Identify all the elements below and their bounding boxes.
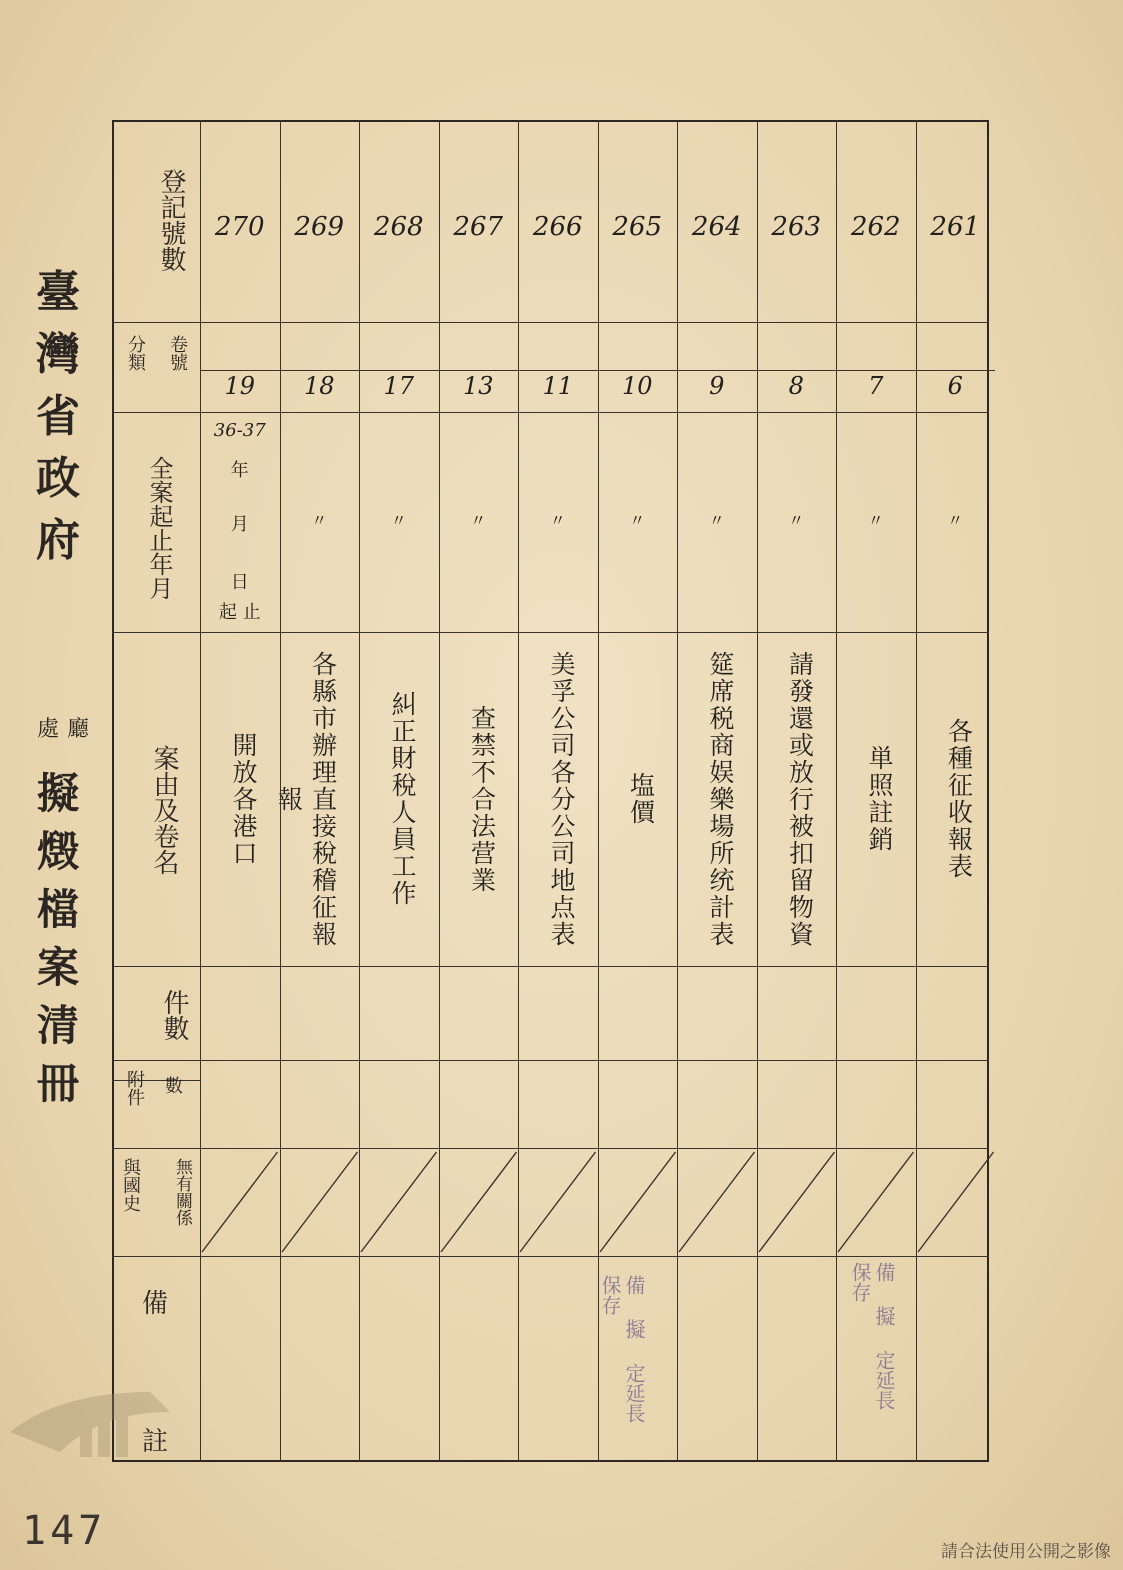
subject-text: 開放各港口 bbox=[229, 731, 258, 867]
header-national-history: 與國史 bbox=[120, 1158, 141, 1212]
volume-number: 7 bbox=[868, 372, 884, 400]
date-start-end-label: 起 止 bbox=[218, 602, 261, 623]
subject-text: 查禁不合法营業 bbox=[467, 704, 497, 894]
subject-text: 請發還或放行被扣留物資 bbox=[785, 650, 815, 948]
no-relation-slash bbox=[598, 1148, 678, 1256]
volume-number: 10 bbox=[621, 372, 653, 400]
header-remarks-top: 備 bbox=[141, 1289, 168, 1319]
subject-text: 各縣市辦理直接稅稽征報報 bbox=[274, 650, 338, 948]
no-relation-slash bbox=[836, 1148, 916, 1256]
volume-number: 18 bbox=[303, 372, 335, 400]
registration-number: 267 bbox=[453, 212, 504, 242]
date-ditto-mark: 〃 bbox=[629, 511, 646, 530]
header-volume-class: 分類 bbox=[125, 335, 146, 371]
no-relation-slash bbox=[439, 1148, 519, 1256]
subject-text: 各種征收報表 bbox=[944, 718, 974, 880]
date-ditto-mark: 〃 bbox=[867, 511, 884, 530]
registration-number: 263 bbox=[771, 212, 822, 242]
row-rule bbox=[112, 1256, 989, 1257]
volume-number: 17 bbox=[383, 372, 415, 400]
date-ditto-mark: 〃 bbox=[390, 511, 407, 530]
no-relation-slash bbox=[916, 1148, 996, 1256]
retention-stamp: 備 擬 定延長保存 bbox=[848, 1262, 896, 1410]
header-subject: 案由及卷名 bbox=[149, 745, 179, 875]
volume-number: 8 bbox=[788, 372, 804, 400]
subject-text: 糾正財稅人員工作 bbox=[388, 691, 417, 907]
department-label: 處廳 bbox=[36, 717, 97, 742]
registration-number: 270 bbox=[214, 212, 265, 242]
date-ditto-mark: 〃 bbox=[708, 511, 725, 530]
no-relation-slash bbox=[757, 1148, 837, 1256]
registration-number: 268 bbox=[373, 212, 424, 242]
subject-text: 筵席税商娱樂場所统計表 bbox=[706, 650, 735, 948]
registration-number: 261 bbox=[930, 212, 981, 242]
header-date-range: 全案起止年月 bbox=[145, 456, 173, 600]
no-relation-slash bbox=[280, 1148, 360, 1256]
page-number: 147 bbox=[22, 1508, 107, 1554]
no-relation-slash bbox=[518, 1148, 598, 1256]
row-rule bbox=[112, 966, 989, 967]
header-remarks-bottom: 註 bbox=[141, 1427, 168, 1457]
date-year-label: 年 bbox=[230, 460, 249, 481]
document-side-title: 臺灣省政府 bbox=[36, 267, 80, 566]
registration-number: 265 bbox=[612, 212, 663, 242]
date-ditto-mark: 〃 bbox=[311, 511, 328, 530]
registration-number: 269 bbox=[294, 212, 345, 242]
row-rule bbox=[112, 322, 989, 323]
date-ditto-mark: 〃 bbox=[549, 511, 566, 530]
no-relation-slash bbox=[359, 1148, 439, 1256]
row-rule bbox=[112, 412, 989, 413]
row-rule bbox=[112, 632, 989, 633]
subject-text: 単照註銷 bbox=[865, 745, 894, 853]
volume-underline bbox=[200, 370, 995, 371]
header-registration-number: 登記號數 bbox=[156, 168, 186, 272]
volume-number: 9 bbox=[709, 372, 725, 400]
header-attachment: 附件 bbox=[124, 1070, 145, 1106]
registration-number: 264 bbox=[691, 212, 742, 242]
volume-number: 6 bbox=[947, 372, 963, 400]
no-relation-slash bbox=[677, 1148, 757, 1256]
register-title: 擬燬檔案清冊 bbox=[36, 769, 79, 1108]
date-ditto-mark: 〃 bbox=[947, 511, 964, 530]
date-month-label: 月 bbox=[230, 514, 249, 535]
volume-number: 13 bbox=[462, 372, 494, 400]
no-relation-slash bbox=[200, 1148, 280, 1256]
row-rule bbox=[112, 1060, 989, 1061]
date-ditto-mark: 〃 bbox=[470, 511, 487, 530]
date-range: 36-37 bbox=[213, 420, 266, 441]
usage-notice: 請合法使用公開之影像 bbox=[941, 1542, 1111, 1562]
date-ditto-mark: 〃 bbox=[788, 511, 805, 530]
header-relation-status: 無有關係 bbox=[172, 1158, 192, 1226]
subject-text: 美孚公司各分公司地点表 bbox=[547, 650, 576, 948]
volume-number: 19 bbox=[224, 372, 256, 400]
header-attachment-count: 數 bbox=[165, 1076, 183, 1097]
retention-stamp: 備 擬 定延長保存 bbox=[598, 1275, 646, 1423]
header-item-count: 件數 bbox=[159, 989, 189, 1041]
registration-number: 262 bbox=[850, 212, 901, 242]
date-day-label: 日 bbox=[230, 572, 249, 593]
volume-number: 11 bbox=[542, 372, 574, 400]
archive-watermark-logo bbox=[0, 1372, 190, 1468]
subject-text: 塩價 bbox=[626, 772, 656, 826]
header-volume-number: 卷號 bbox=[167, 335, 188, 371]
registration-number: 266 bbox=[532, 212, 583, 242]
